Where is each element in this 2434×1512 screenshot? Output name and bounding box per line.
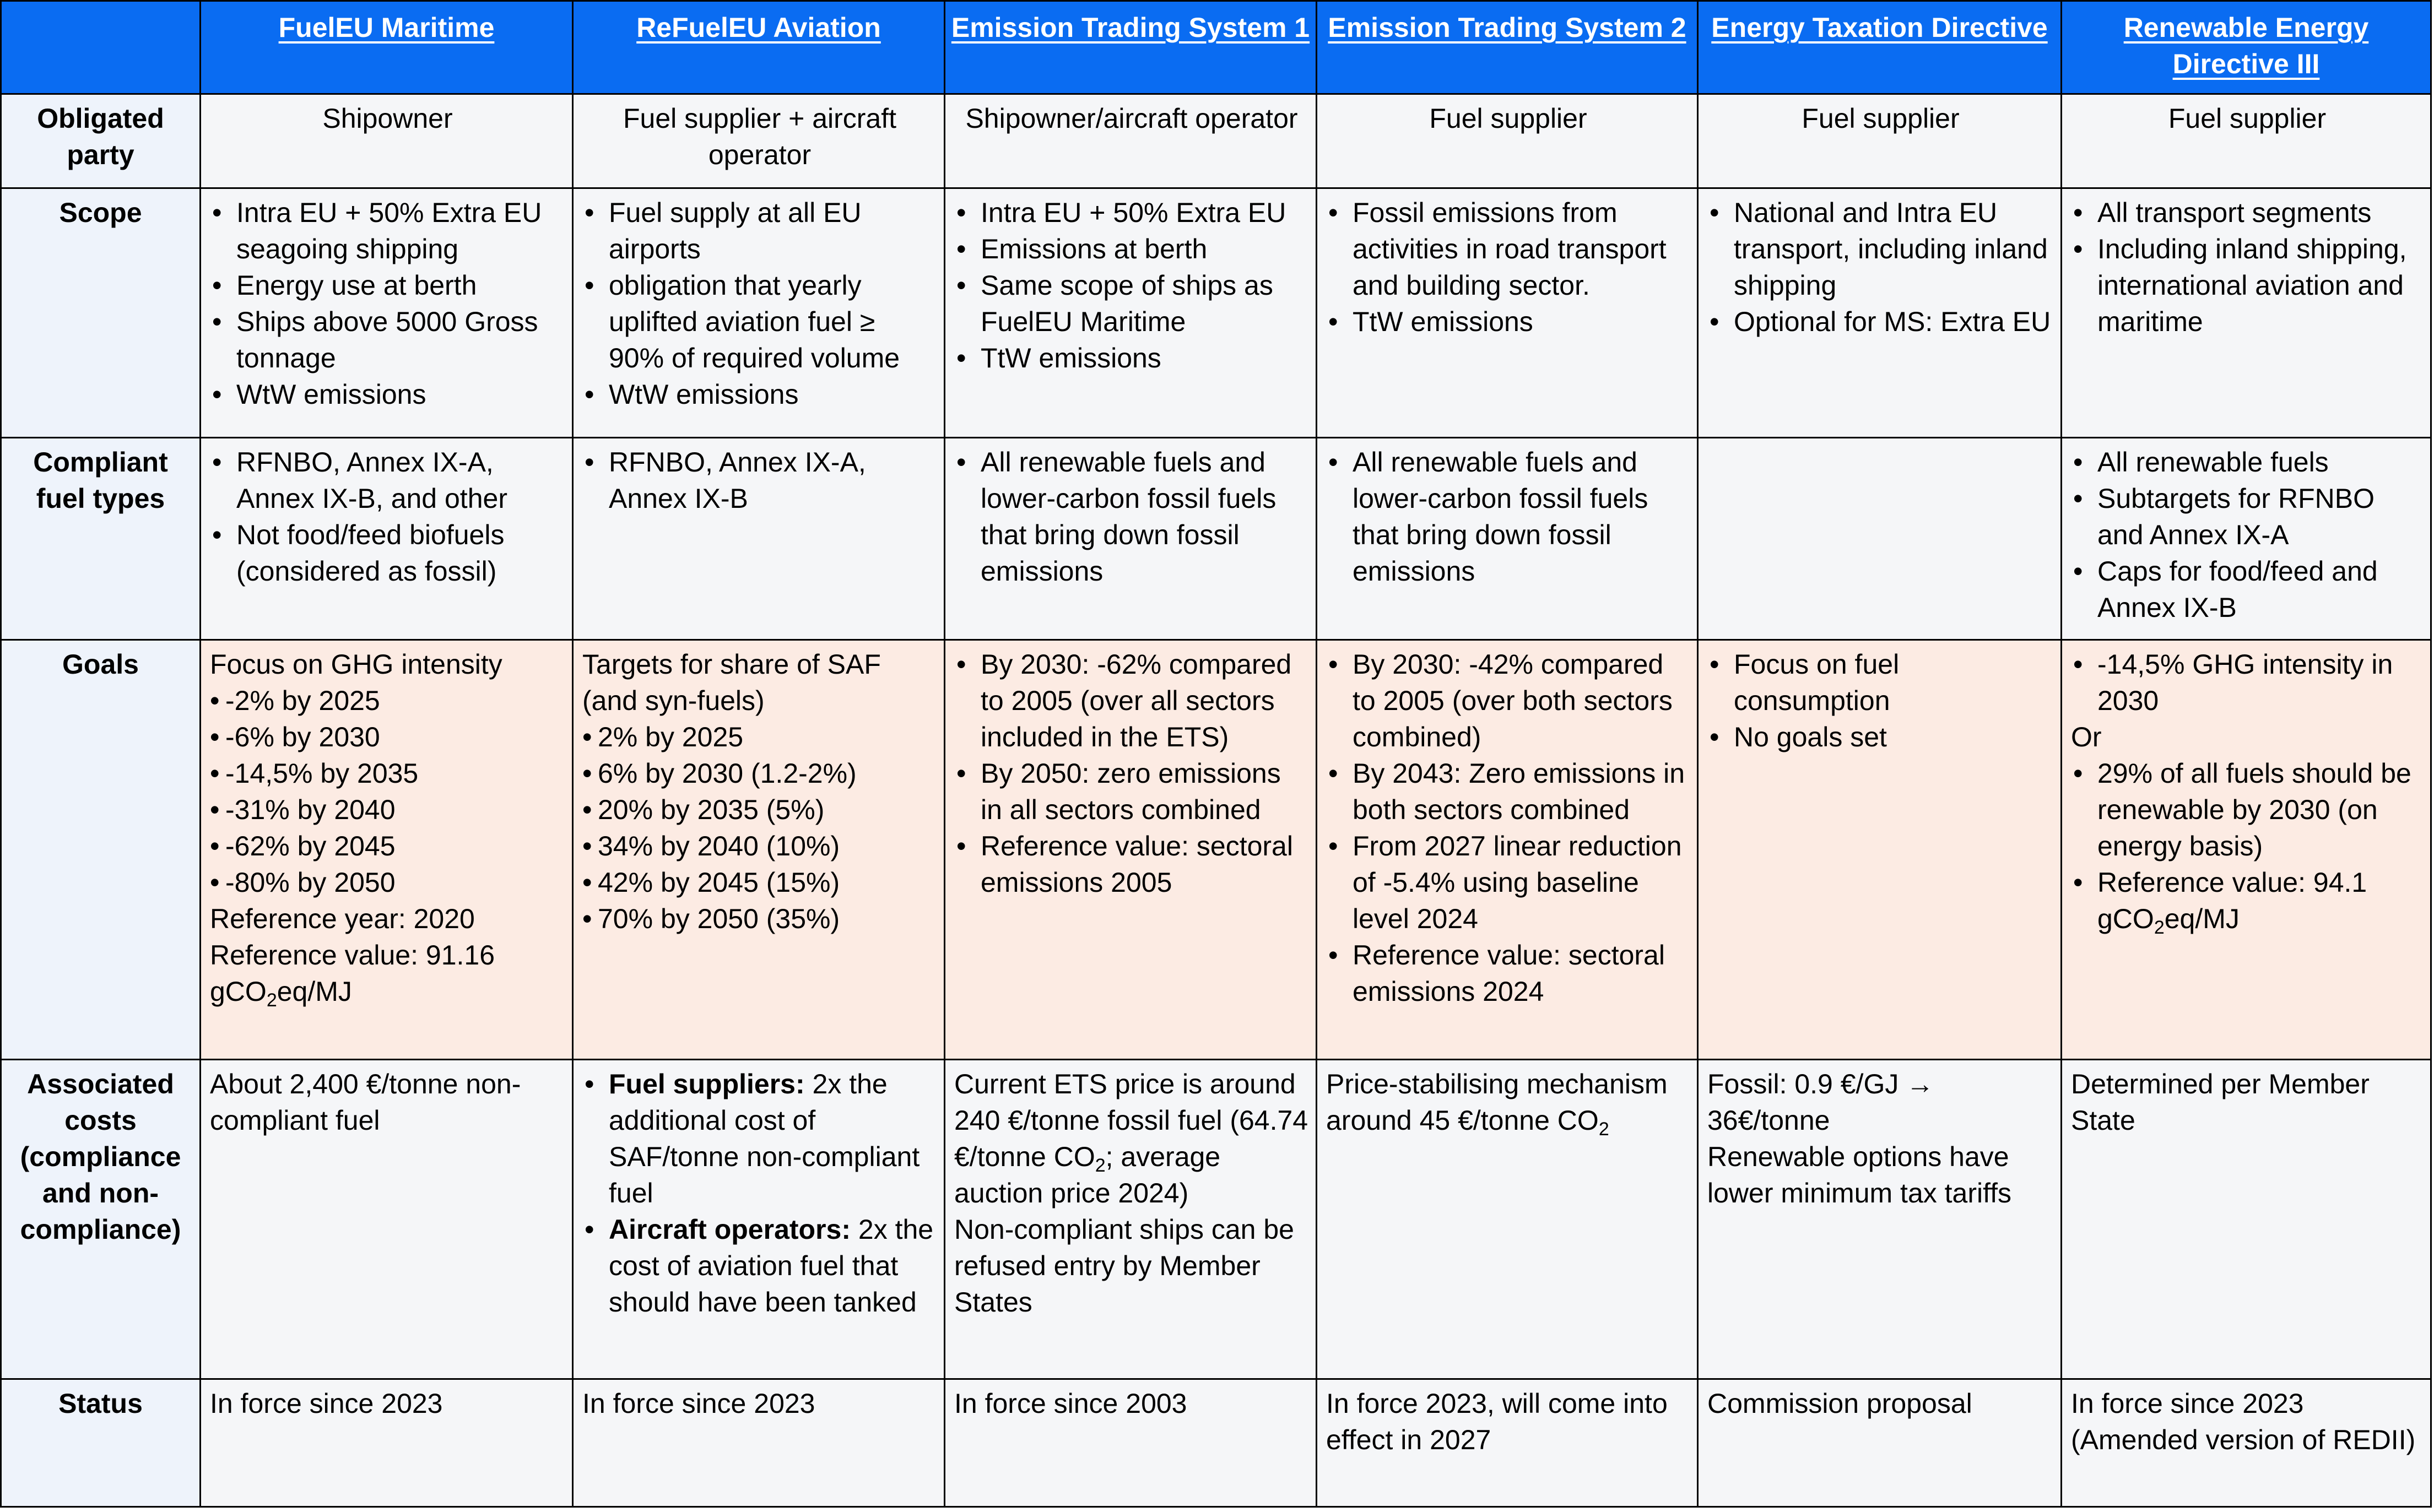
row-label-fuels: Compliant fuel types — [1, 438, 201, 640]
ets-price-text: Current ETS price is around 240 €/tonne fossil fuel (64.74 €/tonne $CO_2$; average auction price 2024) — [954, 1069, 1308, 1208]
cell-obligated-5: Fuel supplier — [1698, 94, 2062, 188]
list-item: • National and Intra EU transport, including inland shipping — [1707, 194, 2054, 304]
list-item: • By 2050: zero emissions in all sectors combined — [954, 755, 1309, 828]
list-item: • -80% by 2050 — [210, 864, 565, 901]
header-corner — [1, 1, 201, 94]
cell-scope-5 — [1698, 188, 2062, 438]
list-item: • obligation that yearly uplifted aviation fuel ≥ 90% of required volume — [582, 267, 937, 376]
cell-obligated-2: Fuel supplier + aircraft operator — [573, 94, 945, 188]
cell-goals-1 — [201, 640, 573, 1060]
list-item: • 20% by 2035 (5%) — [582, 792, 937, 828]
list-item: • Subtargets for RFNBO and Annex IX-A — [2071, 480, 2424, 553]
list-item: • Fossil emissions from activities in road transport and building sector. — [1326, 194, 1690, 304]
link-red3[interactable]: Renewable Energy Directive III — [2123, 12, 2369, 79]
cell-obligated-6: Fuel supplier — [2062, 94, 2431, 188]
list-item: • All transport segments — [2071, 194, 2424, 231]
row-label-obligated: Obligated party — [1, 94, 201, 188]
etd-fossil-rate: Fossil: 0.9 €/GJ → 36€/tonne — [1707, 1069, 1934, 1136]
cell-costs-3 — [945, 1060, 1317, 1379]
list-item: • Reference value: 94.1 gCO$_2$eq/MJ — [2071, 864, 2424, 937]
cell-obligated-4: Fuel supplier — [1317, 94, 1698, 188]
row-label-costs: Associated costs (compliance and non-compliance) — [1, 1060, 201, 1379]
list-item: • All renewable fuels — [2071, 444, 2424, 480]
list-item: • All renewable fuels and lower-carbon fossil fuels that bring down fossil emissions — [1326, 444, 1690, 589]
cell-obligated-1: Shipowner — [201, 94, 573, 188]
list-item: • WtW emissions — [210, 376, 565, 413]
list-item: • Emissions at berth — [954, 231, 1309, 267]
list-item: • 29% of all fuels should be renewable by 2030 (on energy basis) — [2071, 755, 2424, 864]
link-ets2[interactable]: Emission Trading System 2 — [1328, 12, 1686, 43]
list-item: • RFNBO, Annex IX-A, Annex IX-B — [582, 444, 937, 517]
list-item: • -62% by 2045 — [210, 828, 565, 864]
list-item: • -14,5% by 2035 — [210, 755, 565, 792]
cell-costs-6: Determined per Member State — [2062, 1060, 2431, 1379]
list-item: • 6% by 2030 (1.2-2%) — [582, 755, 937, 792]
row-costs — [1, 1060, 2431, 1379]
list-item: • -14,5% GHG intensity in 2030 — [2071, 646, 2424, 719]
cell-status-4: In force 2023, will come into effect in 2027 — [1317, 1379, 1698, 1507]
list-item: • Fuel supply at all EU airports — [582, 194, 937, 267]
header-row — [1, 1, 2431, 94]
cell-status-6: In force since 2023 (Amended version of REDII) — [2062, 1379, 2431, 1507]
list-item: • TtW emissions — [1326, 304, 1690, 340]
list-item: • -31% by 2040 — [210, 792, 565, 828]
list-item: • By 2043: Zero emissions in both sectors combined — [1326, 755, 1690, 828]
list-item: • TtW emissions — [954, 340, 1309, 376]
cell-goals-3 — [945, 640, 1317, 1060]
list-item: • Intra EU + 50% Extra EU seagoing shipping — [210, 194, 565, 267]
reference-value: Reference value: 91.16 — [210, 940, 495, 971]
cell-fuels-5 — [1698, 438, 2062, 640]
list-item: • Aircraft operators: 2x the cost of aviation fuel that should have been tanked — [582, 1211, 937, 1320]
header-refueleu-aviation — [573, 1, 945, 94]
list-item: • From 2027 linear reduction of -5.4% using baseline level 2024 — [1326, 828, 1690, 937]
header-red3 — [2062, 1, 2431, 94]
list-item: • -6% by 2030 — [210, 719, 565, 755]
row-label-status: Status — [1, 1379, 201, 1507]
list-item: • By 2030: -62% compared to 2005 (over all sectors included in the ETS) — [954, 646, 1309, 755]
list-item: • Energy use at berth — [210, 267, 565, 304]
link-refueleu-aviation[interactable]: ReFuelEU Aviation — [636, 12, 881, 43]
etd-renewable-note: Renewable options have lower minimum tax tariffs — [1707, 1141, 2011, 1208]
cell-costs-2 — [573, 1060, 945, 1379]
cell-costs-4: Price-stabilising mechanism around 45 €/tonne $CO_2$ — [1317, 1060, 1698, 1379]
link-ets1[interactable]: Emission Trading System 1 — [951, 12, 1310, 43]
cell-status-2: In force since 2023 — [573, 1379, 945, 1507]
cell-goals-6 — [2062, 640, 2431, 1060]
list-item: • WtW emissions — [582, 376, 937, 413]
cell-status-5: Commission proposal — [1698, 1379, 2062, 1507]
cell-costs-5 — [1698, 1060, 2062, 1379]
cell-fuels-4 — [1317, 438, 1698, 640]
link-energy-taxation[interactable]: Energy Taxation Directive — [1711, 12, 2048, 43]
row-scope — [1, 188, 2431, 438]
list-item: • All renewable fuels and lower-carbon fossil fuels that bring down fossil emissions — [954, 444, 1309, 589]
row-fuel-types — [1, 438, 2431, 640]
list-item: • Including inland shipping, international aviation and maritime — [2071, 231, 2424, 340]
list-item: • Fuel suppliers: 2x the additional cost of SAF/tonne non-compliant fuel — [582, 1066, 937, 1211]
list-item: • No goals set — [1707, 719, 2054, 755]
list-item: • 34% by 2040 (10%) — [582, 828, 937, 864]
list-item: • Optional for MS: Extra EU — [1707, 304, 2054, 340]
header-fueleu-maritime — [201, 1, 573, 94]
cell-obligated-3: Shipowner/aircraft operator — [945, 94, 1317, 188]
cell-scope-1 — [201, 188, 573, 438]
header-ets2 — [1317, 1, 1698, 94]
list-item: • By 2030: -42% compared to 2005 (over both sectors combined) — [1326, 646, 1690, 755]
cell-status-3: In force since 2003 — [945, 1379, 1317, 1507]
cell-scope-3 — [945, 188, 1317, 438]
cell-fuels-1 — [201, 438, 573, 640]
link-fueleu-maritime[interactable]: FuelEU Maritime — [278, 12, 495, 43]
list-item: • Ships above 5000 Gross tonnage — [210, 304, 565, 376]
row-label-scope: Scope — [1, 188, 201, 438]
cell-scope-2 — [573, 188, 945, 438]
list-item: • Reference value: sectoral emissions 2024 — [1326, 937, 1690, 1010]
cell-costs-1: About 2,400 €/tonne non-compliant fuel — [201, 1060, 573, 1379]
list-item: • RFNBO, Annex IX-A, Annex IX-B, and other — [210, 444, 565, 517]
ets-noncompliance-text: Non-compliant ships can be refused entry by Member States — [954, 1214, 1294, 1318]
list-item: • 42% by 2045 (15%) — [582, 864, 937, 901]
cell-goals-5 — [1698, 640, 2062, 1060]
list-item: • Focus on fuel consumption — [1707, 646, 2054, 719]
goals-or: Or — [2071, 722, 2102, 752]
list-item: • 70% by 2050 (35%) — [582, 901, 937, 937]
header-ets1 — [945, 1, 1317, 94]
cell-status-1: In force since 2023 — [201, 1379, 573, 1507]
goals-intro: Focus on GHG intensity — [210, 649, 502, 680]
list-item: • 2% by 2025 — [582, 719, 937, 755]
cell-fuels-6 — [2062, 438, 2431, 640]
list-item: • Reference value: sectoral emissions 2005 — [954, 828, 1309, 901]
cell-fuels-3 — [945, 438, 1317, 640]
goals-intro: Targets for share of SAF (and syn-fuels) — [582, 649, 881, 716]
row-status — [1, 1379, 2431, 1507]
cell-scope-6 — [2062, 188, 2431, 438]
cell-scope-4 — [1317, 188, 1698, 438]
row-label-goals: Goals — [1, 640, 201, 1060]
cell-fuels-2 — [573, 438, 945, 640]
row-goals — [1, 640, 2431, 1060]
reference-year: Reference year: 2020 — [210, 903, 475, 934]
list-item: • -2% by 2025 — [210, 682, 565, 719]
list-item: • Not food/feed biofuels (considered as fossil) — [210, 517, 565, 589]
list-item: • Same scope of ships as FuelEU Maritime — [954, 267, 1309, 340]
reference-unit: gCO$_2$eq/MJ — [210, 976, 352, 1011]
list-item: • Caps for food/feed and Annex IX-B — [2071, 553, 2424, 626]
cell-goals-2 — [573, 640, 945, 1060]
header-energy-taxation — [1698, 1, 2062, 94]
row-obligated-party — [1, 94, 2431, 188]
list-item: • Intra EU + 50% Extra EU — [954, 194, 1309, 231]
cell-goals-4 — [1317, 640, 1698, 1060]
